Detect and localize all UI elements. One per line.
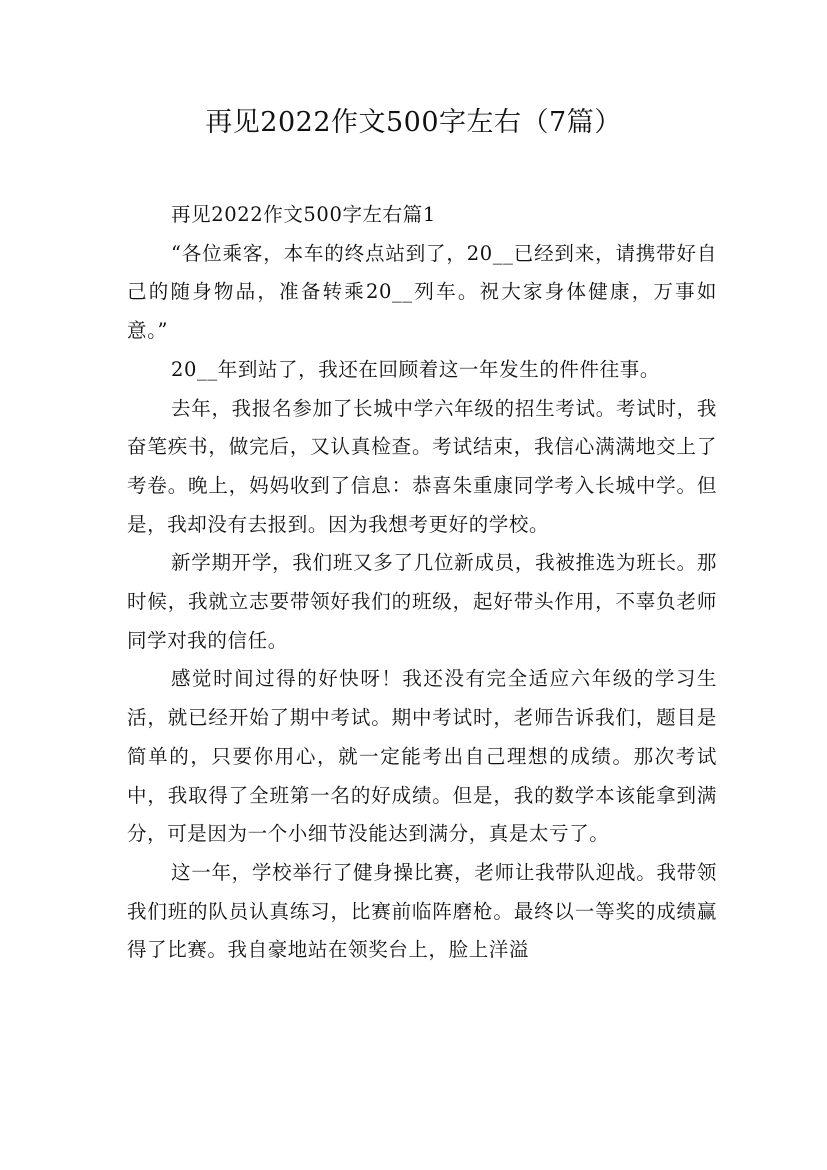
paragraph: “各位乘客，本车的终点站到了，20__已经到来，请携带好自己的随身物品，准备转乘20__列车。祝大家身体健康，万事如意。” xyxy=(127,241,717,343)
paragraph: 新学期开学，我们班又多了几位新成员，我被推选为班长。那时候，我就立志要带领好我们的班级，起好带头作用，不辜负老师同学对我的信任。 xyxy=(127,551,717,652)
document-title: 再见2022作文500字左右（7篇） xyxy=(205,107,622,138)
section-heading: 再见2022作文500字左右篇1 xyxy=(171,203,436,226)
paragraph: 这一年，学校举行了健身操比赛，老师让我带队迎战。我带领我们班的队员认真练习，比赛前临阵磨枪。最终以一等奖的成绩赢得了比赛。我自豪地站在领奖台上，脸上洋溢 xyxy=(127,860,717,962)
paragraph: 感觉时间过得的好快呀！我还没有完全适应六年级的学习生活，就已经开始了期中考试。期中考试时，老师告诉我们，题目是简单的，只要你用心，就一定能考出自己理想的成绩。那次考试中，我取得了全班第一名的好成绩。但是，我的数学本该能拿到满分，可是因为一个小细节没能达到满分，真是太亏了。 xyxy=(127,667,717,846)
document-body xyxy=(127,196,717,970)
paragraph: 20__年到站了，我还在回顾着这一年发生的件件往事。 xyxy=(171,357,660,381)
paragraph: 去年，我报名参加了长城中学六年级的招生考试。考试时，我奋笔疾书，做完后，又认真检查。考试结束，我信心满满地交上了考卷。晚上，妈妈收到了信息：恭喜朱重康同学考入长城中学。但是，我却没有去报到。因为我想考更好的学校。 xyxy=(127,396,717,536)
